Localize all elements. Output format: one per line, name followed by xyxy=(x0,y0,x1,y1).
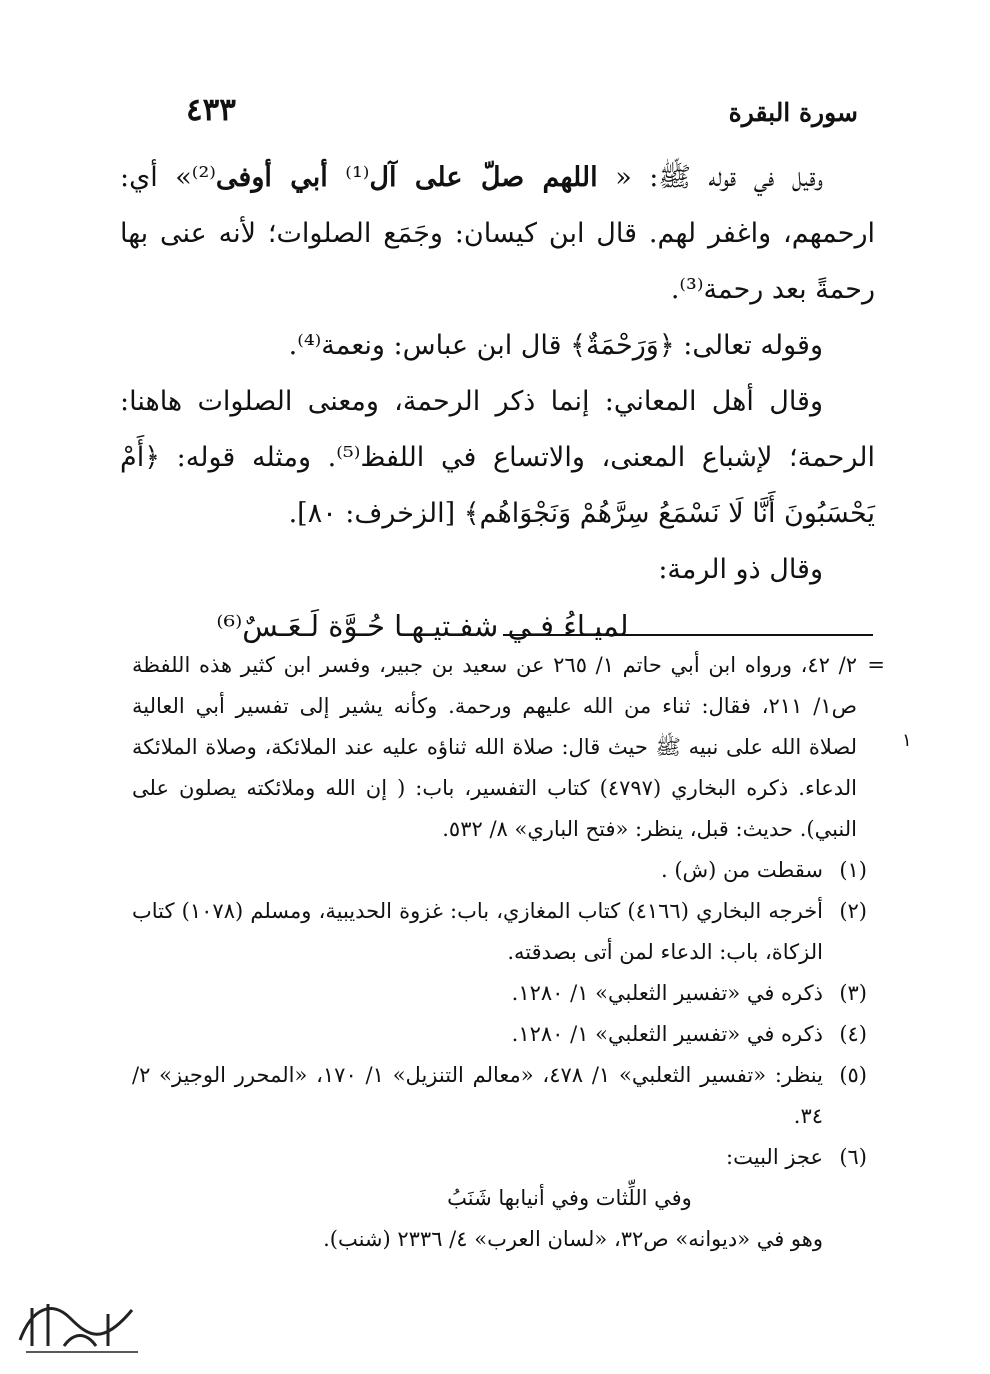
footnote-continuation-text: ٢/ ٤٢، ورواه ابن أبي حاتم ١/ ٢٦٥ عن سعيد بن جبير، وفسر ابن كثير هذه اللفظة ص١/ ٢١١، فقال: ثناء من الله عليهم ورحمة. وكأنه يشير إلى تفسير أبي العالية لصلاة الله على نبيه ﷺ حيث قال: صلاة الله ثناؤه عليه عند الملائكة، وصلاة الملائكة الدعاء. ذكره البخاري (٤٧٩٧) كتاب التفسير، باب: ( إن الله وملائكته يصلون على النبي). حديث: قبل، ينظر: «فتح الباري» ٨/ ٥٣٢. xyxy=(132,653,857,841)
footnote-number: (٦) xyxy=(839,1145,867,1169)
footnote-divider xyxy=(503,634,873,636)
footnote-number: (١) xyxy=(839,858,867,882)
footnote-number: (٤) xyxy=(839,1022,867,1046)
side-mark: ١ xyxy=(902,730,912,751)
footnote-text: سقطت من (ش) . xyxy=(660,858,823,882)
footnote-5 xyxy=(132,1055,867,1137)
footnote-6 xyxy=(132,1137,867,1178)
p1-rest: ⁽²⁾» أي: ارحمهم، واغفر لهم. قال ابن كيسان: وجَمَع الصلوات؛ لأنه عنى بها رحمةً بعد رحمة⁽³⁾. xyxy=(120,162,875,305)
main-text xyxy=(120,150,875,654)
paragraph-3: وقال أهل المعاني: إنما ذكر الرحمة، ومعنى الصلوات هاهنا: الرحمة؛ لإشباع المعنى، والاتساع في اللفظ⁽⁵⁾. ومثله قوله: ﴿أَمْ يَحْسَبُونَ أَنَّا لَا نَسْمَعُ سِرَّهُمْ وَنَجْوَاهُم﴾ [الزخرف: ٨٠]. xyxy=(120,386,875,529)
footnote-text: عجز البيت: xyxy=(726,1145,823,1169)
p1-intro: وقيل في قوله ﷺ: « xyxy=(597,162,824,193)
publisher-logo-icon xyxy=(12,1288,150,1360)
footnote-1 xyxy=(132,850,867,891)
footnote-3 xyxy=(132,973,867,1014)
footnote-number: (٣) xyxy=(839,981,867,1005)
footnote-4 xyxy=(132,1014,867,1055)
hadith-name: أبي أوفى xyxy=(215,162,328,193)
footnote-2 xyxy=(132,891,867,973)
footnote-text: ذكره في «تفسير الثعلبي» ١/ ١٢٨٠. xyxy=(511,981,823,1005)
footnote-ref-1: ⁽¹⁾ xyxy=(327,162,370,193)
footnote-text: ذكره في «تفسير الثعلبي» ١/ ١٢٨٠. xyxy=(511,1022,823,1046)
footnote-continuation xyxy=(132,645,885,850)
paragraph-4: وقال ذو الرمة: xyxy=(658,554,823,585)
poetry-verse: لميـاءُ فـي شفـتيـهـا حُـوَّة لَـعَـسٌ⁽⁶⁾ xyxy=(216,609,629,643)
footnotes xyxy=(132,645,885,1260)
footnote-number: (٢) xyxy=(839,899,867,923)
paragraph-2: وقوله تعالى: ﴿وَرَحْمَةٌ﴾ قال ابن عباس: ونعمة⁽⁴⁾. xyxy=(288,330,823,361)
footnote-last-line: وهو في «ديوانه» ص٣٢، «لسان العرب» ٤/ ٢٣٣٦ (شنب). xyxy=(323,1227,823,1251)
footnote-text: أخرجه البخاري (٤١٦٦) كتاب المغازي، باب: غزوة الحديبية، ومسلم (١٠٧٨) كتاب الزكاة، باب: الدعاء لمن أتى بصدقته. xyxy=(132,899,824,964)
footnote-number: (٥) xyxy=(839,1063,867,1087)
footnote-text: ينظر: «تفسير الثعلبي» ١/ ٤٧٨، «معالم التنزيل» ١/ ١٧٠، «المحرر الوجيز» ٢/ ٣٤. xyxy=(132,1063,823,1128)
paragraph-1 xyxy=(120,150,875,318)
hadith-quote: اللهم صلّ على آل xyxy=(369,162,598,193)
footnote-verse-line: وفي اللِّثات وفي أنيابها شَنَبُ xyxy=(447,1186,692,1210)
running-header-title: سورة البقرة xyxy=(728,98,858,127)
continuation-mark: = xyxy=(867,653,885,677)
page-number: ٤٣٣ xyxy=(186,92,236,128)
